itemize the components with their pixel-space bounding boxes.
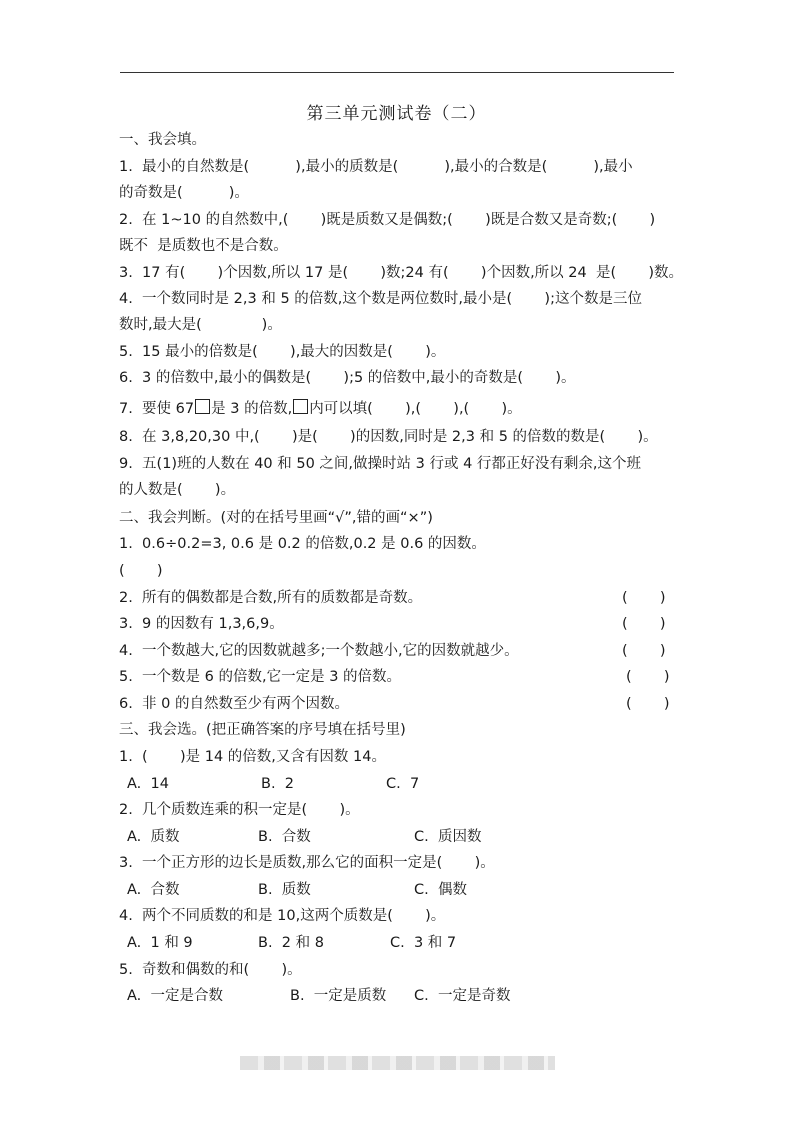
- question-line: 4. 一个数越大,它的因数就越多;一个数越小,它的因数就越少。: [119, 643, 519, 659]
- question-line: 3. 9 的因数有 1,3,6,9。: [119, 616, 284, 632]
- question-line: 2. 所有的偶数都是合数,所有的质数都是奇数。: [119, 590, 423, 606]
- answer-paren: ( ): [622, 616, 666, 632]
- option-b: B. 质数: [258, 882, 311, 898]
- option-c: C. 3 和 7: [390, 935, 457, 951]
- question-line-7: [119, 399, 522, 419]
- question-line: 的人数是( )。: [119, 482, 236, 498]
- question-line: 6. 3 的倍数中,最小的偶数是( );5 的倍数中,最小的奇数是( )。: [119, 370, 576, 386]
- q7-part-a: 7. 要使 67: [119, 401, 195, 417]
- answer-paren: ( ): [626, 669, 670, 685]
- header-rule: [120, 72, 674, 73]
- option-a: A. 合数: [127, 882, 180, 898]
- option-b: B. 2: [261, 776, 295, 792]
- answer-paren: ( ): [119, 563, 163, 579]
- blank-box: [293, 399, 308, 414]
- answer-paren: ( ): [622, 590, 666, 606]
- option-a: A. 1 和 9: [127, 935, 193, 951]
- section-heading: 一、我会填。: [119, 132, 206, 148]
- question-line: 3. 17 有( )个因数,所以 17 是( )数;24 有( )个因数,所以 24 是( )数。: [119, 265, 684, 281]
- question-line: 5. 奇数和偶数的和( )。: [119, 962, 302, 978]
- question-line: 9. 五(1)班的人数在 40 和 50 之间,做操时站 3 行或 4 行都正好没有剩余,这个班: [119, 456, 642, 472]
- question-line: 2. 几个质数连乘的积一定是( )。: [119, 802, 360, 818]
- option-c: C. 偶数: [414, 882, 467, 898]
- question-line: 的奇数是( )。: [119, 185, 249, 201]
- question-line: 4. 两个不同质数的和是 10,这两个质数是( )。: [119, 908, 446, 924]
- option-b: B. 2 和 8: [258, 935, 324, 951]
- question-line: 6. 非 0 的自然数至少有两个因数。: [119, 696, 349, 712]
- question-line: 数时,最大是( )。: [119, 317, 282, 333]
- question-line: 5. 一个数是 6 的倍数,它一定是 3 的倍数。: [119, 669, 402, 685]
- question-line: 1. 最小的自然数是( ),最小的质数是( ),最小的合数是( ),最小: [119, 159, 633, 175]
- section-heading: 三、我会选。(把正确答案的序号填在括号里): [119, 722, 406, 738]
- option-c: C. 质因数: [414, 829, 482, 845]
- question-line: 3. 一个正方形的边长是质数,那么它的面积一定是( )。: [119, 855, 495, 871]
- option-a: A. 14: [127, 776, 169, 792]
- answer-paren: ( ): [626, 696, 670, 712]
- question-line: 4. 一个数同时是 2,3 和 5 的倍数,这个数是两位数时,最小是( );这个数是三位: [119, 291, 642, 307]
- question-line: 1. 0.6÷0.2=3, 0.6 是 0.2 的倍数,0.2 是 0.6 的因数。: [119, 536, 486, 552]
- question-line: 2. 在 1~10 的自然数中,( )既是质数又是偶数;( )既是合数又是奇数;( ): [119, 212, 656, 228]
- question-line: 5. 15 最小的倍数是( ),最大的因数是( )。: [119, 344, 446, 360]
- option-b: B. 合数: [258, 829, 311, 845]
- question-line: 既不 是质数也不是合数。: [119, 238, 288, 254]
- blurred-footer: [240, 1056, 555, 1070]
- answer-paren: ( ): [622, 643, 666, 659]
- option-c: C. 一定是奇数: [414, 988, 511, 1004]
- question-line: 1. ( )是 14 的倍数,又含有因数 14。: [119, 749, 386, 765]
- option-a: A. 一定是合数: [127, 988, 223, 1004]
- q7-part-c: 内可以填( ),( ),( )。: [309, 401, 522, 417]
- option-b: B. 一定是质数: [290, 988, 387, 1004]
- page-title: 第三单元测试卷（二）: [306, 104, 487, 124]
- option-c: C. 7: [386, 776, 420, 792]
- blank-box: [195, 399, 210, 414]
- question-line: 8. 在 3,8,20,30 中,( )是( )的因数,同时是 2,3 和 5 的倍数的数是( )。: [119, 429, 658, 445]
- q7-part-b: 是 3 的倍数,: [211, 401, 293, 417]
- section-heading: 二、我会判断。(对的在括号里画“√”,错的画“×”): [119, 510, 433, 526]
- option-a: A. 质数: [127, 829, 180, 845]
